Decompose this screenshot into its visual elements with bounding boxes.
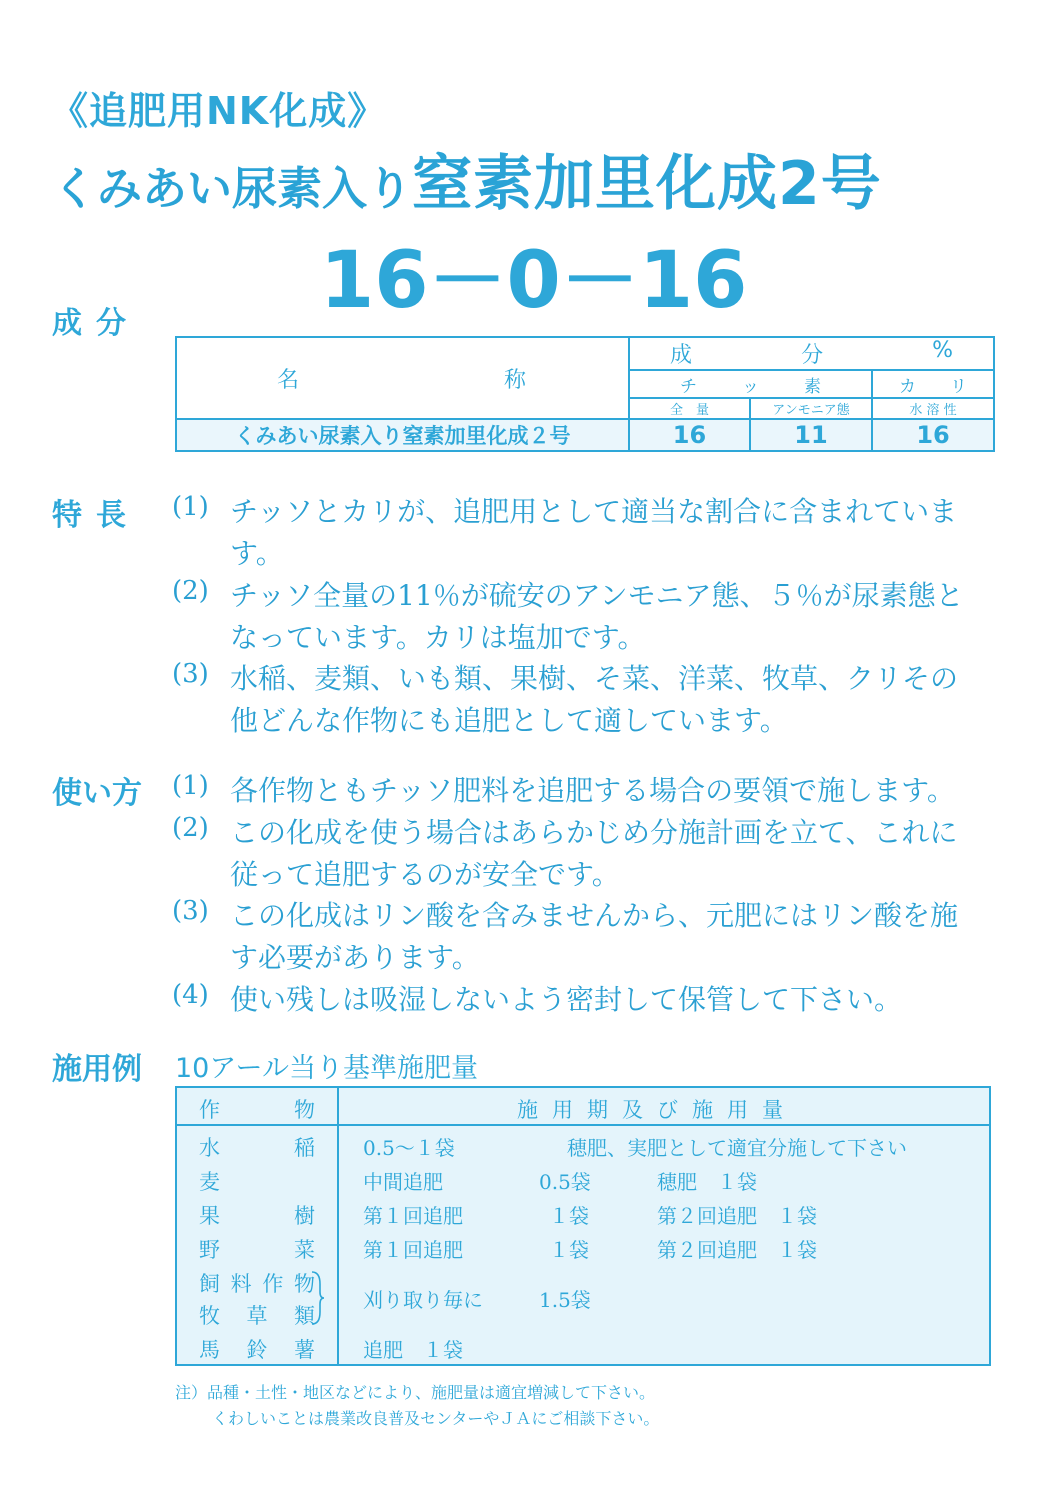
usage-line: す必要があります。 xyxy=(230,941,480,974)
crop-char: 料 xyxy=(230,1272,252,1296)
total-nitrogen-header: 全 量 xyxy=(629,398,750,419)
application-table xyxy=(175,1086,991,1366)
crop-name xyxy=(199,1132,315,1162)
crop-name xyxy=(199,1268,315,1298)
crop-char: 麦 xyxy=(199,1170,220,1194)
application-amount: １袋 xyxy=(549,1204,589,1228)
application-timing: 第１回追肥 xyxy=(363,1238,463,1262)
crop-char: 物 xyxy=(293,1272,315,1296)
name-header-char: 名 xyxy=(277,367,302,393)
usage-line: 従って追肥するのが安全です。 xyxy=(230,858,620,891)
product-category: 《追肥用NK化成》 xyxy=(50,89,387,133)
application-note: 穂肥、実肥として適宜分施して下さい xyxy=(567,1136,907,1160)
feature-line: 水稲、麦類、いも類、果樹、そ菜、洋菜、牧草、クリその xyxy=(230,662,959,695)
crop-char: 樹 xyxy=(294,1204,315,1228)
grouping-brace xyxy=(310,1270,326,1326)
ammonia-nitrogen-header: アンモニア態 xyxy=(750,398,872,419)
application-second: 穂肥 １袋 xyxy=(657,1170,757,1194)
name-header xyxy=(176,337,629,419)
application-amount: 追肥 １袋 xyxy=(363,1338,463,1362)
crop-char: 稲 xyxy=(294,1136,315,1160)
crop-name xyxy=(199,1334,315,1364)
usage-line: 各作物ともチッソ肥料を追肥する場合の要領で施します。 xyxy=(230,774,955,807)
application-second: 第２回追肥 １袋 xyxy=(657,1238,817,1262)
feature-line: 他どんな作物にも追肥として適しています。 xyxy=(230,704,788,737)
nitrogen-header xyxy=(629,370,872,398)
crop-name xyxy=(199,1166,315,1196)
name-header-char: 称 xyxy=(503,367,528,393)
crop-char: 草 xyxy=(246,1304,268,1328)
note-line: くわしいことは農業改良普及センターやＪＡにご相談下さい。 xyxy=(212,1409,660,1428)
nitrogen-header-char: 素 xyxy=(804,376,821,397)
usage-heading: 使い方 xyxy=(52,776,142,811)
application-second: 第２回追肥 １袋 xyxy=(657,1204,817,1228)
potash-header xyxy=(872,370,994,398)
potash-header-char: リ xyxy=(950,376,968,397)
crop-char: 鈴 xyxy=(246,1338,268,1362)
crop-char: 飼 xyxy=(199,1272,220,1296)
water-soluble-potash-header: 水 溶 性 xyxy=(872,398,994,419)
crop-char: 牧 xyxy=(199,1304,220,1328)
product-name-cell: くみあい尿素入り窒素加里化成２号 xyxy=(176,419,629,451)
crop-char: 作 xyxy=(262,1272,284,1296)
usage-number: (2) xyxy=(172,813,209,843)
feature-number: (2) xyxy=(172,576,209,606)
composition-header xyxy=(629,337,994,370)
composition-header-char: 分 xyxy=(801,343,824,368)
features-heading: 特長 xyxy=(52,498,140,533)
nitrogen-header-char: チ xyxy=(680,376,697,397)
note-line: 注）品種・土性・地区などにより、施肥量は適宜増減して下さい。 xyxy=(175,1383,656,1402)
usage-number: (1) xyxy=(172,771,209,801)
feature-line: チッソとカリが、追肥用として適当な割合に含まれていま xyxy=(230,495,958,528)
crop-char: 類 xyxy=(294,1304,315,1328)
nutrient-formula: 16－0－16 xyxy=(320,236,748,326)
composition-header-char: % xyxy=(932,338,954,363)
ammonia-nitrogen-value: 11 xyxy=(750,419,872,451)
crop-name xyxy=(199,1200,315,1230)
usage-line: この化成はリン酸を含みませんから、元肥にはリン酸を施 xyxy=(230,899,959,932)
crop-name xyxy=(199,1234,315,1264)
product-title xyxy=(52,136,882,222)
crop-char: 野 xyxy=(199,1238,220,1262)
application-timing: 刈り取り毎に xyxy=(363,1288,483,1312)
total-nitrogen-value: 16 xyxy=(629,419,750,451)
composition-heading: 成分 xyxy=(52,306,140,341)
feature-line: なっています。カリは塩加です。 xyxy=(230,621,646,654)
usage-number: (3) xyxy=(172,896,209,926)
application-header: 施用期及び施用量 xyxy=(517,1098,797,1122)
usage-number: (4) xyxy=(172,980,209,1010)
water-soluble-potash-value: 16 xyxy=(872,419,994,451)
application-amount: 0.5袋 xyxy=(539,1170,591,1194)
application-heading: 施用例 xyxy=(52,1052,142,1087)
feature-number: (1) xyxy=(172,492,209,522)
application-amount: 1.5袋 xyxy=(539,1288,591,1312)
composition-header-char: 成 xyxy=(670,343,693,368)
feature-line: す。 xyxy=(230,537,284,570)
application-amount: 0.5～１袋 xyxy=(363,1136,455,1160)
potash-header-char: カ xyxy=(899,376,916,397)
crop-char: 馬 xyxy=(199,1338,220,1362)
column-divider xyxy=(337,1088,339,1364)
product-title-prefix: くみあい尿素入り xyxy=(52,162,413,215)
nitrogen-header-char: ッ xyxy=(742,376,759,397)
application-timing: 第１回追肥 xyxy=(363,1204,463,1228)
application-timing: 中間追肥 xyxy=(363,1170,443,1194)
composition-table xyxy=(175,336,995,452)
crop-char: 薯 xyxy=(294,1338,315,1362)
crop-header-char: 物 xyxy=(294,1098,315,1122)
usage-line: 使い残しは吸湿しないよう密封して保管して下さい。 xyxy=(230,983,903,1016)
application-amount: １袋 xyxy=(549,1238,589,1262)
crop-char: 果 xyxy=(199,1204,220,1228)
feature-line: チッソ全量の11％が硫安のアンモニア態、５％が尿素態と xyxy=(230,579,964,612)
crop-header-char: 作 xyxy=(199,1098,220,1122)
feature-number: (3) xyxy=(172,659,209,689)
crop-char: 水 xyxy=(199,1136,220,1160)
usage-line: この化成を使う場合はあらかじめ分施計画を立て、これに xyxy=(230,816,958,849)
application-subtitle: 10アール当り基準施肥量 xyxy=(175,1053,479,1084)
crop-char: 菜 xyxy=(294,1238,315,1262)
product-title-main: 窒素加里化成2号 xyxy=(412,149,882,219)
crop-name xyxy=(199,1300,315,1330)
crop-header xyxy=(199,1094,315,1124)
